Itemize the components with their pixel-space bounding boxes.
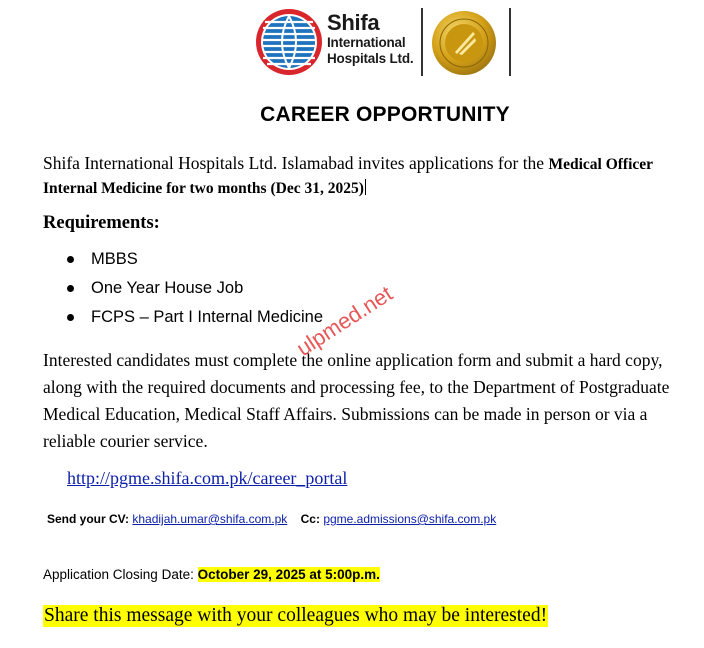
cc-email-link[interactable]: pgme.admissions@shifa.com.pk [323, 512, 497, 526]
position-title: Medical Officer Internal Medicine for two months (Dec 31, 2025) [43, 156, 653, 197]
watermark-text: ulpmed.net [292, 280, 397, 361]
brand-name: Shifa [327, 10, 380, 35]
list-item: MBBS [0, 248, 323, 277]
shifa-globe-logo-icon [255, 8, 323, 76]
career-portal-link[interactable]: http://pgme.shifa.com.pk/career_portal [67, 468, 348, 488]
intro-paragraph [43, 152, 693, 200]
logo-divider-right [509, 8, 511, 76]
text-cursor [365, 179, 366, 195]
brand-line-2: Hospitals Ltd. [327, 50, 414, 66]
cv-label: Send your CV: [47, 512, 130, 526]
closing-date: October 29, 2025 at 5:00p.m. [197, 567, 380, 582]
list-item: One Year House Job [0, 277, 323, 306]
cv-email-link[interactable]: khadijah.umar@shifa.com.pk [132, 512, 288, 526]
instructions-paragraph: Interested candidates must complete the online application form and submit a hard copy, along with the required documents and processing fee, to the Department of Postgraduate Medical Education, Medical Staff Affairs. Submissions can be made in person or via a reliable courier service. [43, 350, 670, 451]
requirements-heading: Requirements: [43, 213, 160, 233]
requirements-list [0, 248, 323, 335]
brand-text [327, 12, 413, 65]
closing-label: Application Closing Date: [43, 567, 198, 582]
cc-label: Cc: [300, 512, 320, 526]
contact-line [47, 512, 496, 526]
jci-gold-seal-icon [431, 10, 497, 76]
closing-date-line [43, 567, 380, 582]
list-item: FCPS – Part I Internal Medicine [0, 306, 323, 335]
page-title: CAREER OPPORTUNITY [260, 103, 510, 126]
intro-text-the: the [522, 153, 549, 173]
share-message: Share this message with your colleagues who may be interested! [44, 605, 548, 626]
header-logos [255, 6, 515, 78]
brand-line-1: International [327, 35, 406, 50]
intro-text: Shifa International Hospitals Ltd. Islamabad invites applications for [43, 153, 523, 173]
logo-divider-left [421, 8, 423, 76]
